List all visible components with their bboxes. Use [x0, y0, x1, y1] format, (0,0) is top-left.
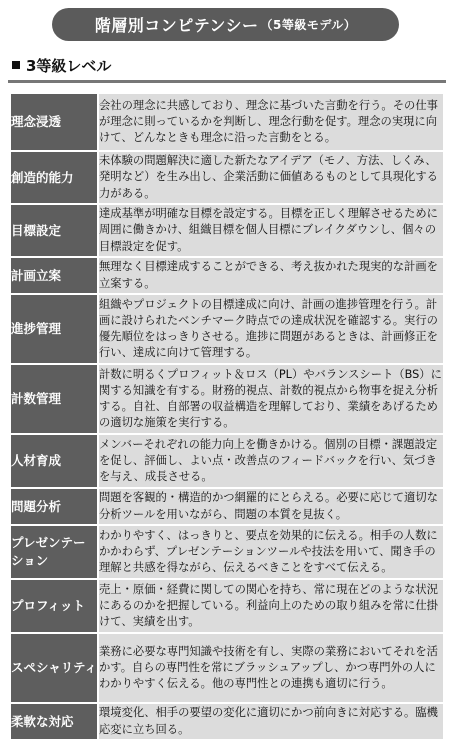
competency-name: 問題分析: [10, 488, 98, 525]
competency-name: 計画立案: [10, 257, 98, 294]
page-subtitle: （5等級モデル）: [260, 18, 357, 32]
competency-name: 創造的能力: [10, 151, 98, 204]
table-row: [10, 434, 444, 488]
bullet-square-icon: [12, 61, 20, 69]
section-heading: [8, 52, 444, 78]
competency-description: 未体験の問題解決に適した新たなアイデア（モノ、方法、しくみ、発明など）を生み出し、企業活動に価値あるものとして具現化する力がある。: [98, 151, 444, 204]
competency-description: 売上・原価・経費に関しての関心を持ち、常に現在どのような状況にあるのかを把握している。利益向上のための取り組みを常に仕掛けて、実績を出す。: [98, 579, 444, 633]
competency-name: 人材育成: [10, 434, 98, 488]
competency-name: 目標設定: [10, 204, 98, 257]
competency-description: 達成基準が明確な目標を設定する。目標を正しく理解させるために周囲に働きかけ、組織目標を個人目標にブレイクダウンし、個々の目標設定を促す。: [98, 204, 444, 257]
competency-name: プレゼンテーション: [10, 525, 98, 579]
section-label: 3等級レベル: [26, 56, 112, 75]
table-row: [10, 151, 444, 204]
page-title-banner: [52, 8, 399, 41]
competency-description: 問題を客観的・構造的かつ網羅的にとらえる。必要に応じて適切な分析ツールを用いながら、問題の本質を見抜く。: [98, 488, 444, 525]
competency-table: [9, 92, 445, 741]
competency-description: わかりやすく、はっきりと、要点を効果的に伝える。相手の人数にかかわらず、プレゼンテーションツールや技法を用いて、聞き手の理解と共感を得ながら、伝えるべきことをすべて伝える。: [98, 525, 444, 579]
competency-description: 会社の理念に共感しており、理念に基づいた言動を行う。その仕事が理念に則っているかを判断し、理念行動を促す。理念の実現に向けて、どんなときも理念に沿った言動をとる。: [98, 93, 444, 151]
table-row: [10, 525, 444, 579]
competency-name: スペシャリティ: [10, 633, 98, 703]
competency-description: メンバーそれぞれの能力向上を働きかける。個別の目標・課題設定を促し、評価し、よい点・改善点のフィードバックを行い、気づきを与え、成長させる。: [98, 434, 444, 488]
table-row: [10, 579, 444, 633]
competency-description: 計数に明るくプロフィット＆ロス（PL）やバランスシート（BS）に関する知識を有する。財務的視点、計数的視点から物事を捉え分析する。自社、自部署の収益構造を理解しており、業績をあげるための適切な施策を実行する。: [98, 364, 444, 434]
table-row: [10, 703, 444, 740]
competency-name: 進捗管理: [10, 294, 98, 364]
table-row: [10, 93, 444, 151]
competency-name: 柔軟な対応: [10, 703, 98, 740]
table-row: [10, 204, 444, 257]
page-title: 階層別コンピテンシー: [94, 16, 259, 35]
competency-description: 組織やプロジェクトの目標達成に向け、計画の進捗管理を行う。計画に設けられたベンチマーク時点での達成状況を確認する。実行の優先順位をはっきりさせる。進捗に問題があるときは、計画修正を行い、達成に向けて管理する。: [98, 294, 444, 364]
table-row: [10, 294, 444, 364]
competency-name: 計数管理: [10, 364, 98, 434]
table-row: [10, 633, 444, 703]
table-row: [10, 257, 444, 294]
competency-name: プロフィット: [10, 579, 98, 633]
table-row: [10, 364, 444, 434]
competency-description: 無理なく目標達成することができる、考え抜かれた現実的な計画を立案する。: [98, 257, 444, 294]
competency-description: 業務に必要な専門知識や技術を有し、実際の業務においてそれを活かす。自らの専門性を常にブラッシュアップし、かつ専門外の人にわかりやすく伝える。他の専門性との連携も適切に行う。: [98, 633, 444, 703]
competency-name: 理念浸透: [10, 93, 98, 151]
table-row: [10, 488, 444, 525]
section-divider: [8, 80, 446, 83]
competency-description: 環境変化、相手の要望の変化に適切にかつ前向きに対応する。臨機応変に立ち回る。: [98, 703, 444, 740]
